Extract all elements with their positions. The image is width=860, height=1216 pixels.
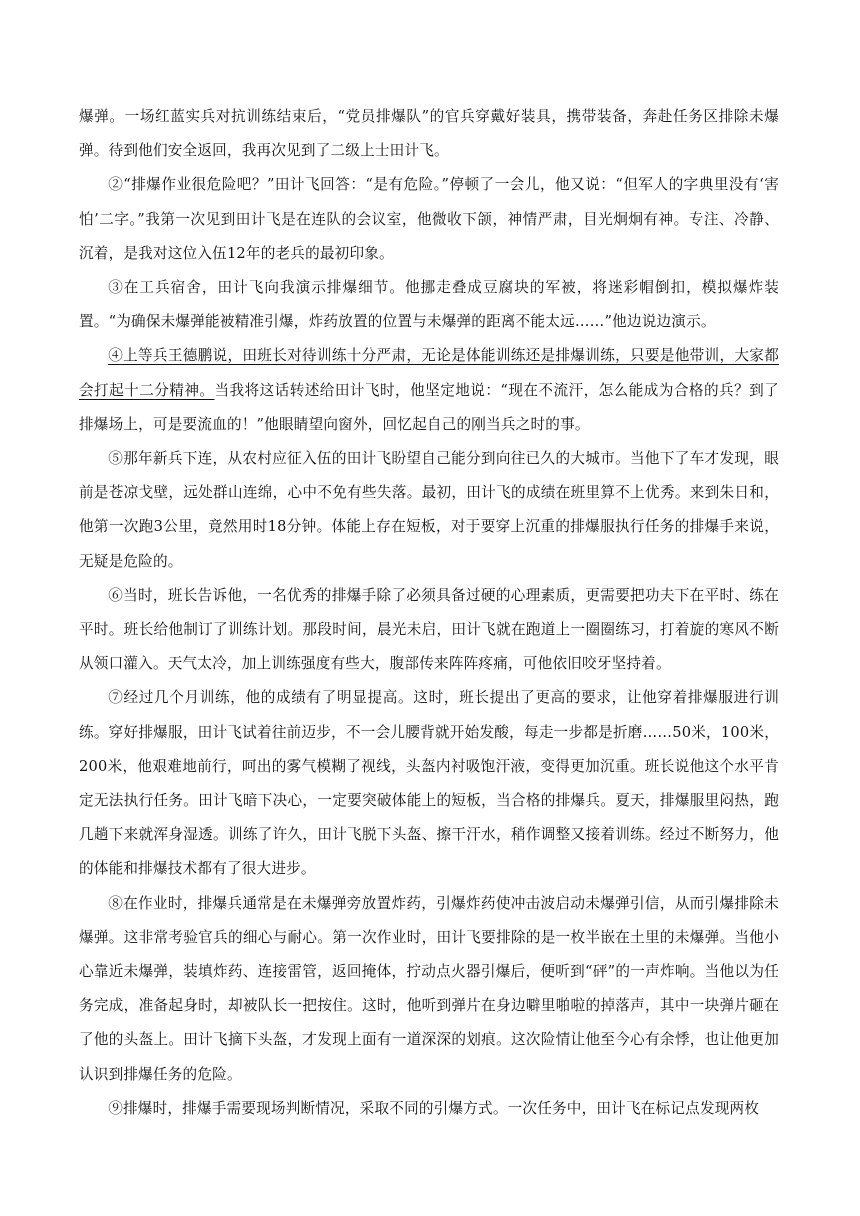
- paragraph-text: ⑧在作业时，排爆兵通常是在未爆弹旁放置炸药，引爆炸药使冲击波启动未爆弹引信，从而引爆排除未爆弹。这非常考验官兵的细心与耐心。第一次作业时，田计飞要排除的是一枚半嵌在土里的未爆弹。当他小心靠近未爆弹，装填炸药、连接雷管，返回掩体，拧动点火器引爆后，便听到“砰”的一声炸响。当他以为任务完成，准备起身时，却被队长一把按住。这时，他听到弹片在身边噼里啪啦的掉落声，其中一块弹片砸在了他的头盔上。田计飞摘下头盔，才发现上面有一道深深的划痕。这次险情让他至今心有余悸，也让他更加认识到排爆任务的危险。: [79, 894, 779, 1083]
- underlined-sentence: ④上等兵王德鹏说，田班长对待训练十分严肃，无论是体能训练还是排爆训练，只要是他带训，大家都会打起十二分精神。: [79, 347, 779, 399]
- paragraph-text: ⑦经过几个月训练，他的成绩有了明显提高。这时，班长提出了更高的要求，让他穿着排爆服进行训练。穿好排爆服，田计飞试着往前迈步，不一会儿腰背就开始发酸，每走一步都是折磨……50米，100米，200米，他艰难地前行，呵出的雾气模糊了视线，头盔内衬吸饱汗液，变得更加沉重。班长说他这个水平肯定无法执行任务。田计飞暗下决心，一定要突破体能上的短板，当合格的排爆兵。夏天，排爆服里闷热，跑几趟下来就浑身湿透。训练了许久，田计飞脱下头盔、擦干汗水，稍作调整又接着训练。经过不断努力，他的体能和排爆技术都有了很大进步。: [79, 689, 779, 878]
- paragraph-text: 爆弹。一场红蓝实兵对抗训练结束后，“党员排爆队”的官兵穿戴好装具，携带装备，奔赴任务区排除未爆弹。待到他们安全返回，我再次见到了二级上士田计飞。: [79, 108, 779, 160]
- paragraph: [79, 887, 779, 1092]
- paragraph-text: 当我将这话转述给田计飞时，他坚定地说：“现在不流汗，怎么能成为合格的兵？到了排爆场上，可是要流血的！”他眼睛望向窗外，回忆起自己的刚当兵之时的事。: [79, 381, 779, 433]
- paragraph: [79, 168, 779, 271]
- paragraph-text: ②“排爆作业很危险吧？”田计飞回答：“是有危险。”停顿了一会儿，他又说：“但军人的字典里没有‘害怕’二字。”我第一次见到田计飞是在连队的会议室，他微收下颌，神情严肃，目光炯炯有神。专注、冷静、沉着，是我对这位入伍12年的老兵的最初印象。: [79, 176, 779, 262]
- paragraph: [79, 442, 779, 579]
- paragraph-text: ③在工兵宿舍，田计飞向我演示排爆细节。他挪走叠成豆腐块的军被，将迷彩帽倒扣，模拟爆炸装置。“为确保未爆弹能被精准引爆，炸药放置的位置与未爆弹的距离不能太远……”他边说边演示。: [79, 279, 779, 331]
- paragraph: [79, 579, 779, 682]
- paragraph-text: ⑤那年新兵下连，从农村应征入伍的田计飞盼望自己能分到向往已久的大城市。当他下了车才发现，眼前是苍凉戈壁，远处群山连绵，心中不免有些失落。最初，田计飞的成绩在班里算不上优秀。来到朱日和，他第一次跑3公里，竟然用时18分钟。体能上存在短板，对于要穿上沉重的排爆服执行任务的排爆手来说，无疑是危险的。: [79, 450, 779, 570]
- paragraph-text: ⑨排爆时，排爆手需要现场判断情况，采取不同的引爆方式。一次任务中，田计飞在标记点发现两枚: [108, 1099, 760, 1117]
- paragraph: [79, 1092, 779, 1126]
- article-body: [79, 100, 779, 1126]
- paragraph: [79, 681, 779, 886]
- paragraph: [79, 271, 779, 339]
- paragraph: [79, 339, 779, 442]
- paragraph: [79, 100, 779, 168]
- paragraph-text: ⑥当时，班长告诉他，一名优秀的排爆手除了必须具备过硬的心理素质，更需要把功夫下在平时、练在平时。班长给他制订了训练计划。那段时间，晨光未启，田计飞就在跑道上一圈圈练习，打着旋的寒风不断从领口灌入。天气太冷，加上训练强度有些大，腹部传来阵阵疼痛，可他依旧咬牙坚持着。: [79, 586, 779, 673]
